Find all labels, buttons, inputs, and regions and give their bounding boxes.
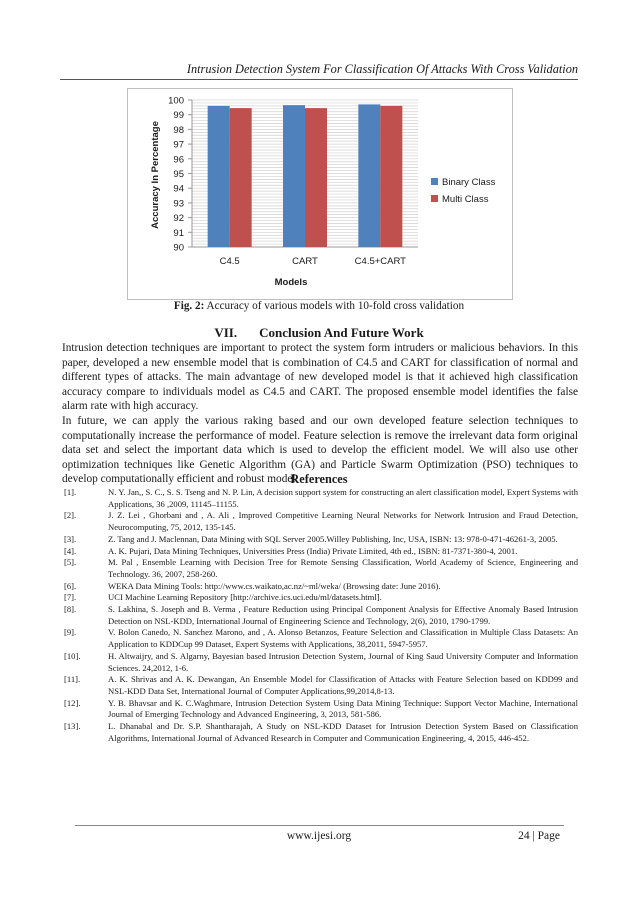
reference-index: [6]. xyxy=(64,580,77,591)
x-tick-label: C4.5 xyxy=(219,256,240,267)
y-tick-label: 90 xyxy=(173,242,184,254)
paragraph: In future, we can apply the various raking based and our own developed feature selection techniques to computationally increase the performance of model. Feature selection is remove the irrelevant data form original data set and select the important data which is used to develop the efficient model. We will also use other optimization techniques like Genetic Algorithm (GA) and Particle Swarm Optimization (PSO) techniques to develop computationally efficient and robust model. xyxy=(62,414,578,486)
reference-item xyxy=(64,651,578,674)
y-tick-label: 98 xyxy=(173,124,184,136)
y-axis-label: Accuracy In Percentage xyxy=(150,121,161,229)
figure-caption-text: Accuracy of various models with 10-fold cross validation xyxy=(204,300,465,312)
reference-text: L. Dhanabal and Dr. S.P. Shantharajah, A Study on NSL-KDD Dataset for Intrusion Detection System Based on Classification Algorithms, International Journal of Advanced Research in Computer and Communication Engineering, 4, 2015, 446-452. xyxy=(108,721,578,743)
bar-binary-class-cart xyxy=(283,105,305,247)
reference-text: WEKA Data Mining Tools: http://www.cs.waikato,ac.nz/~ml/weka/ (Browsing date: June 2016). xyxy=(108,580,441,591)
reference-item xyxy=(64,674,578,697)
reference-text: Y. B. Bhavsar and K. C.Waghmare, Intrusion Detection System Using Data Mining Technique: Support Vector Machine, International Journal of Emerging Technology and Advanced Engineering, 3, 2013, 581-586. xyxy=(108,697,578,720)
figure-label: Fig. 2: xyxy=(173,300,205,312)
x-axis-label: Models xyxy=(274,277,308,288)
bar-binary-class-c4-5-cart xyxy=(358,104,380,247)
reference-text: UCI Machine Learning Repository [http://archive.ics.uci.edu/ml/datasets.html]. xyxy=(108,592,382,603)
legend xyxy=(431,177,496,205)
page-number: 24 | Page xyxy=(518,830,560,842)
figure-caption xyxy=(60,300,578,312)
section-number: VII. xyxy=(214,325,238,340)
reference-text: V. Bolon Canedo, N. Sanchez Marono, and , A. Alonso Betanzos, Feature Selection and Classification in Multiple Class Datasets: An Application to KDDCup 99 Dataset, Expert Systems with Applications, 38,2011, 5947-5957. xyxy=(108,627,578,650)
y-tick-label: 100 xyxy=(168,95,184,107)
reference-item xyxy=(64,557,578,580)
reference-index: [11]. xyxy=(64,674,81,685)
reference-text: J. Z. Lei , Ghorbani and , A. Ali , Improved Competitive Learning Neural Networks for Network Intrusion and Fraud Detection, Neurocomputing, 75, 2012, 135-145. xyxy=(108,510,578,533)
legend-swatch xyxy=(431,195,438,202)
section-title: Conclusion And Future Work xyxy=(259,325,424,340)
y-tick-label: 93 xyxy=(173,198,184,210)
bar-multi-class-c4-5 xyxy=(230,108,252,247)
reference-index: [13]. xyxy=(64,721,81,732)
reference-text: Z. Tang and J. Maclennan, Data Mining with SQL Server 2005.Willey Publishing, Inc, USA, ISBN: 13: 978-0-471-46261-3, 2005. xyxy=(108,533,558,544)
footer-rule xyxy=(75,825,564,826)
reference-item xyxy=(64,510,578,533)
reference-text: S. Lakhina, S. Joseph and B. Verma , Feature Reduction using Principal Component Analysis for Effective Anomaly Based Intrusion Detection on NSL-KDD, International Journal of Engineering Science and Technology, 2(6), 2010, 1790-1799. xyxy=(108,604,578,626)
reference-text: H. Altwaijry, and S. Algarny, Bayesian based Intrusion Detection System, Journal of King Saud University Computer and Information Sciences. 24,2012, 1-6. xyxy=(108,650,578,673)
y-tick-label: 92 xyxy=(173,213,184,225)
reference-index: [10]. xyxy=(64,650,81,661)
y-tick-label: 96 xyxy=(173,154,184,166)
y-tick-label: 97 xyxy=(173,139,184,151)
reference-item xyxy=(64,592,578,604)
footer-url: www.ijesi.org xyxy=(286,830,352,842)
x-tick-label: CART xyxy=(292,256,318,267)
reference-text: N. Y. Jan,, S. C., S. S. Tseng and N. P. Lin, A decision support system for constructing an alert classification model, Expert Systems with Applications, 36 ,2009, 11145–11155. xyxy=(108,487,578,509)
y-tick-label: 94 xyxy=(173,183,184,195)
chart-frame xyxy=(127,88,513,300)
paragraph: Intrusion detection techniques are important to protect the system form intruders or malicious behaviors. In this paper, developed a new ensemble model that is combination of C4.5 and CART for classification of normal and different types of attacks. The main advantage of new developed model is that it achieved high classification accuracy compare to individuals model as C4.5 and CART. The proposed ensemble model identifies the false alarm rate with high accuracy. xyxy=(62,342,578,413)
legend-label: Binary Class xyxy=(442,177,496,188)
reference-index: [1]. xyxy=(64,487,77,497)
reference-item xyxy=(64,546,578,558)
references-list xyxy=(64,487,578,744)
reference-text: M. Pal , Ensemble Learning with Decision Tree for Remote Sensing Classification, World Academy of Science, Engineering and Technology. 36, 2007, 258-260. xyxy=(108,557,578,579)
bar-binary-class-c4-5 xyxy=(208,106,230,247)
reference-index: [12]. xyxy=(64,697,81,708)
legend-swatch xyxy=(431,178,438,185)
bar-multi-class-cart xyxy=(305,108,327,247)
references-heading: References xyxy=(290,472,348,486)
reference-index: [9]. xyxy=(64,627,77,638)
reference-index: [3]. xyxy=(64,533,77,544)
reference-item xyxy=(64,581,578,593)
reference-item xyxy=(64,534,578,546)
reference-index: [4]. xyxy=(64,545,77,556)
reference-index: [5]. xyxy=(64,557,77,568)
reference-text: A. K. Pujari, Data Mining Techniques, Universities Press (India) Private Limited, 4th ed., ISBN: 81-7371-380-4, 2001. xyxy=(108,545,518,556)
running-head: Intrusion Detection System For Classification Of Attacks With Cross Validation xyxy=(60,62,578,80)
bar-multi-class-c4-5-cart xyxy=(380,106,402,247)
reference-item xyxy=(64,721,578,744)
y-tick-label: 99 xyxy=(173,110,184,122)
reference-item xyxy=(64,698,578,721)
reference-text: A. K. Shrivas and A. K. Dewangan, An Ensemble Model for Classification of Attacks with Feature Selection based on KDD99 and NSL-KDD Data Set, International Journal of Computer Applications,99,2014,8-13. xyxy=(108,674,578,696)
reference-index: [2]. xyxy=(64,510,77,521)
reference-index: [8]. xyxy=(64,604,77,615)
bars xyxy=(208,104,403,247)
reference-item xyxy=(64,487,578,510)
y-tick-labels xyxy=(168,96,192,254)
reference-item xyxy=(64,627,578,650)
reference-index: [7]. xyxy=(64,592,77,603)
section-body xyxy=(62,341,578,487)
bar-chart xyxy=(128,89,512,299)
legend-label: Multi Class xyxy=(442,194,489,205)
section-heading xyxy=(60,325,578,341)
reference-item xyxy=(64,604,578,627)
x-tick-label: C4.5+CART xyxy=(354,256,406,267)
y-tick-label: 91 xyxy=(173,227,184,239)
y-tick-label: 95 xyxy=(173,169,184,180)
x-tick-labels xyxy=(220,256,407,267)
